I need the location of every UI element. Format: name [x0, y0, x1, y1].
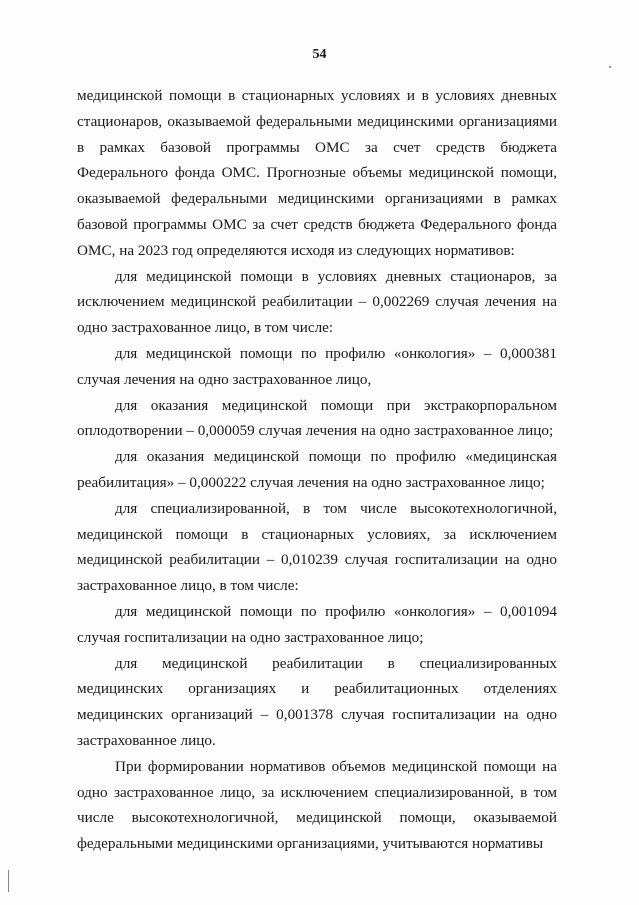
paragraph: При формировании нормативов объемов медицинской помощи на одно застрахованное лицо, за исключением специализированной, в том числе высокотехнологичной, медицинской помощи, оказываемой федеральными медицинскими организациями, учитываются нормативы — [77, 757, 557, 853]
paragraph: медицинской помощи в стационарных условиях и в условиях дневных стационаров, оказываемой федеральными медицинскими организациями в рамках базовой программы ОМС за счет средств бюджета Федерального фонда ОМС. Прогнозные объемы медицинской помощи, оказываемой федеральными медицинскими организациями в рамках базовой программы ОМС за счет средств бюджета Федерального фонда ОМС, на 2023 год определяются исходя из следующих нормативов: — [77, 87, 557, 259]
paragraph: для оказания медицинской помощи по профилю «медицинская реабилитация» – 0,000222 случая лечения на одно застрахованное лицо; — [77, 448, 557, 491]
body-text — [77, 83, 557, 857]
scan-artifact — [609, 66, 611, 68]
scan-artifact — [8, 870, 9, 892]
paragraph: для медицинской помощи в условиях дневных стационаров, за исключением медицинской реабилитации – 0,002269 случая лечения на одно застрахованное лицо, в том числе: — [77, 267, 557, 337]
paragraph: для медицинской помощи по профилю «онкология» – 0,001094 случая госпитализации на одно застрахованное лицо; — [77, 602, 557, 646]
paragraph: для оказания медицинской помощи при экстракорпоральном оплодотворении – 0,000059 случая лечения на одно застрахованное лицо; — [77, 396, 557, 440]
page-number: 54 — [312, 47, 327, 62]
paragraph: для медицинской помощи по профилю «онкология» – 0,000381 случая лечения на одно застрахованное лицо, — [77, 344, 557, 388]
paragraph: для медицинской реабилитации в специализированных медицинских организациях и реабилитационных отделениях медицинских организаций – 0,001378 случая госпитализации на одно застрахованное лицо. — [77, 654, 557, 749]
paragraph: для специализированной, в том числе высокотехнологичной, медицинской помощи в стационарных условиях, за исключением медицинской реабилитации – 0,010239 случая госпитализации на одно застрахованное лицо, в том числе: — [77, 499, 557, 595]
